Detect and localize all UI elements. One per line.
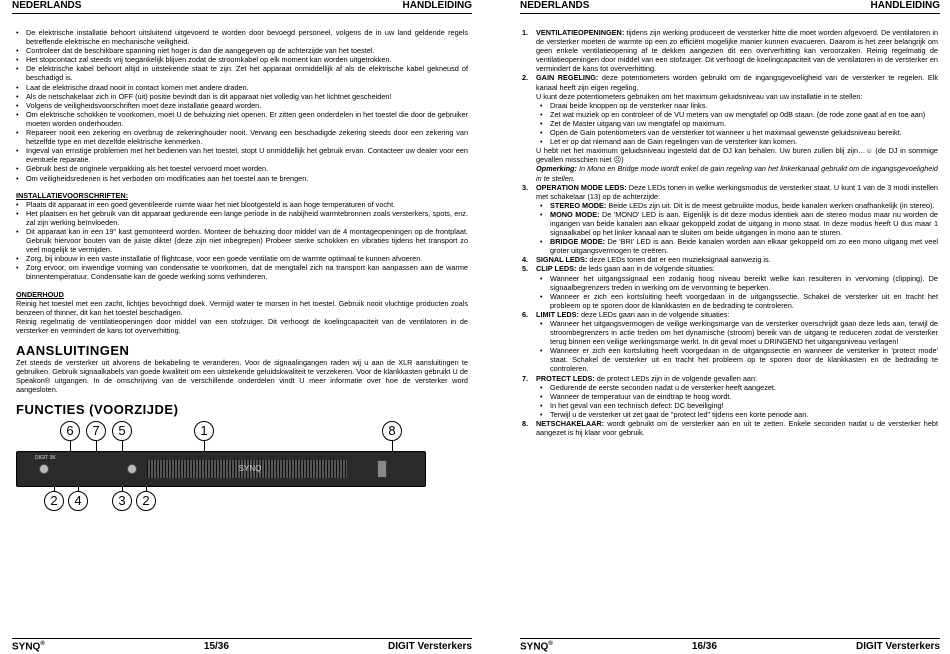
amp-model-label: DIGIT 3K [35, 455, 56, 462]
maintenance-text-1: Reinig het toestel met een zacht, lichtjes bevochtigd doek. Vermijd water te morsen in het toestel. Gebruik nooit vluchtige producten zoals benzeen of thinner, dit kan het toestel beschadigen. [16, 298, 468, 317]
list-item: • Wanneer er zich een kortsluiting heeft voorgedaan in de uitgangssectie en wanneer de versterker in 'protect mode' staat. Schakel de versterker uit en tracht het probleem op te sporen door de klankkasten en de bedrading te controleren. [540, 346, 938, 373]
amplifier-front-figure [16, 421, 468, 511]
list-item: • MONO MODE: De 'MONO' LED is aan. Eigenlijk is dit deze modus identiek aan de stereo modus maar nu worden de ingangen van beide kanalen aan elkaar gekoppeld zodat de uitgang in mono staat. In deze modus heeft U dus maar 1 signaalkabel op het linker kanaal aan te sluiten om beide uitgangen in mono aan te sturen. [540, 210, 938, 237]
maintenance-text-2: Reinig regelmatig de ventilatieopeningen door middel van een stofzuiger. Dit verhoogt de koelingcapaciteit van de ventilatoren in de versterker en vermindert de kans tot oververhitting. [16, 316, 468, 335]
left-page [12, 0, 472, 654]
gain-steps [540, 101, 938, 146]
callout-1: 1 [194, 421, 214, 441]
list-item: 7. PROTECT LEDS: de protect LEDs zijn in de volgende gevallen aan: • Gedurende de eerste seconden nadat u de versterker heeft aangezet. • Wanneer de temperatuur van de eindtrap te hoog wordt. • In het geval van een technisch defect: DC beveiliging! • Terwijl u de versterker uit zet gaat de "protect led" tijdens een korte periode aan. [522, 374, 938, 419]
footer-brand: SYNQ® [12, 641, 45, 653]
list-item: • Laat de elektrische draad nooit in contact komen met andere draden. [16, 83, 468, 92]
gain-knob-left [39, 464, 49, 474]
footer-page-number: 15/36 [203, 641, 229, 652]
gain-knob-right [127, 464, 137, 474]
connections-text: Zet steeds de versterker uit alvorens de bekabeling te veranderen. Voor de signaalingangen raden wij u aan de XLR aansluitingen te gebruiken. Gebruik signaalkabels van goede kwaliteit om een uitstekende geluidskwaliteit te verzekeren. Voor de klankkasten gebruikt U de Speakon® uitgangen. In de omschrijving van de verschillende onderdelen vindt U meer informatie over hoe de versterker word aangesloten. [16, 358, 468, 395]
list-item: • Om elektrische schokken te voorkomen, moet U de behuizing niet openen. Er zitten geen onderdelen in het toestel die door de gebruiker moeten worden onderhouden. [16, 110, 468, 128]
list-item: • Wanneer er zich een kortsluiting heeft voorgedaan in de uitgangssectie. Schakel de versterker uit en tracht het probleem op te sporen door de klankkasten en de bedrading te controleren. [540, 292, 938, 310]
list-item: • Het stopcontact zal steeds vrij toegankelijk blijven zodat de stroomkabel op elk moment kan worden uitgetrokken. [16, 55, 468, 64]
functions-list [522, 28, 938, 437]
callout-2b: 2 [136, 491, 156, 511]
gain-intro: U kunt deze potentiometers gebruiken om het maximum geluidsniveau van uw installatie in te stellen: [536, 91, 863, 101]
header-language: NEDERLANDS [12, 0, 82, 11]
list-item: • Wanneer de temperatuur van de eindtrap te hoog wordt. [540, 392, 938, 401]
list-item: • BRIDGE MODE: De 'BRI' LED is aan. Beide kanalen worden aan elkaar gekoppeld om zo een mono uitgang met veel groter uitgangsvermogen te creëren. [540, 237, 938, 255]
list-item: • Als de netschakelaar zich in OFF (uit) positie bevindt dan is dit apparaat niet volledig van het lichtnet gescheiden! [16, 92, 468, 101]
footer-title: DIGIT Versterkers [388, 641, 472, 652]
mode-list [540, 201, 938, 256]
list-item: • Let er op dat niemand aan de Gain regelingen van de versterker kan komen. [540, 137, 938, 146]
maintenance-heading: ONDERHOUD [16, 289, 64, 299]
list-item: • STEREO MODE: Beide LEDs zijn uit. Dit is de meest gebruikte modus, beide kanalen werken onafhankelijk (in stereo). [540, 201, 938, 210]
callout-6: 6 [60, 421, 80, 441]
list-item: • Open de Gain potentiometers van de versterker tot wanneer u het maximaal gewenste geluidsniveau bereikt. [540, 128, 938, 137]
page-footer [520, 638, 940, 652]
functions-heading: FUNCTIES (VOORZIJDE) [16, 402, 179, 418]
clip-list [540, 274, 938, 310]
footer-brand: SYNQ® [520, 641, 553, 653]
list-item: • In het geval van een technisch defect: DC beveiliging! [540, 401, 938, 410]
protect-list [540, 383, 938, 419]
list-item: 8. NETSCHAKELAAR: wordt gebruikt om de versterker aan en uit te zetten. Enkele seconden nadat u de versterker hebt aangezet is hij klaar voor gebruik. [522, 419, 938, 438]
left-body [16, 28, 468, 511]
list-item: • Zet wat muziek op en controleer of de VU meters van uw mengtafel op 0dB staan. (de rode zone gaat af en toe aan) [540, 110, 938, 119]
list-item: 4. SIGNAL LEDS: deze LEDs tonen dat er een muzieksignaal aanwezig is. [522, 255, 771, 265]
list-item: • Ingeval van ernstige problemen met het bedienen van het toestel, stopt U onmiddellijk het gebruik ervan. Contacteer uw dealer voor een eventuele reparatie. [16, 146, 468, 164]
page-footer [12, 638, 472, 652]
callout-5: 5 [112, 421, 132, 441]
right-page [520, 0, 940, 654]
connections-heading: AANSLUITINGEN [16, 343, 130, 358]
page-header [12, 0, 472, 14]
gain-note: Opmerking: In Mono en Bridge mode wordt enkel de gain regeling van het linkerkanaal gebruikt om de ingangsgevoeligheid in te stellen. [536, 164, 938, 183]
callout-2a: 2 [44, 491, 64, 511]
limit-list [540, 319, 938, 374]
gain-after: U hebt net het maximum geluidsniveau ingesteld dat de DJ kan behalen. Uw buren zullen blij zijn…☺ (de DJ in sommige gevallen misschien niet ☹) [536, 146, 938, 165]
list-item: • Het plaatsen en het gebruik van dit apparaat gedurende een lange periode in de nabijheid warmtebronnen zoals versterkers, spots, enz. zal zijn werking beïnvloeden. [16, 209, 468, 227]
page-header [520, 0, 940, 14]
callout-3: 3 [112, 491, 132, 511]
footer-page-number: 16/36 [691, 641, 717, 652]
list-item: • Terwijl u de versterker uit zet gaat de "protect led" tijdens een korte periode aan. [540, 410, 938, 419]
footer-title: DIGIT Versterkers [856, 641, 940, 652]
safety-list [16, 28, 468, 183]
list-item: 3. OPERATION MODE LEDS: Deze LEDs tonen in welke werkingsmodus de versterker staat. U kunt 1 van de 3 modi instellen met schakelaar (13) op de achterzijde: • STEREO MODE: Beide LEDs zijn uit. Dit is de meest gebruikte modus, beide kanalen werken onafhankelijk (in stereo). • MONO MODE: De 'MONO' LED is aan. Eigenlijk is dit deze modus identiek aan de stereo modus maar nu worden de ingangen van beide kanalen aan elkaar gekoppeld zodat de uitgang in mono staat. In deze modus heeft U dus maar 1 signaalkabel op het linker kanaal aan te sluiten om beide uitgangen in mono aan te sturen. • BRIDGE MODE: De 'BRI' LED is aan. Beide kanalen worden aan elkaar gekoppeld om zo een mono uitgang met veel groter uitgangsvermogen te creëren. [522, 183, 938, 256]
list-item: • Gebruik best de originele verpakking als het toestel vervoerd moet worden. [16, 164, 468, 173]
list-item: • De elektrische kabel behoort altijd in uitstekende staat te zijn. Zet het apparaat onmiddellijk af als de elektrische kabel gekneusd of beschadigd is. [16, 64, 468, 82]
list-item: • Zet de Master uitgang van uw mengtafel op maximum. [540, 119, 938, 128]
list-item: • Zorg, bij inbouw in een vaste installatie of flightcase, voor een goede ventilatie om de warmte optimaal te kunnen afvoeren. [16, 254, 468, 263]
list-item: 2. GAIN REGELING: deze potentiometers worden gebruikt om de ingangsgevoeligheid van de versterker te regelen. Elk kanaal heeft zijn eigen regeling. U kunt deze potentiometers gebruiken om het maximum geluidsniveau van uw installatie in te stellen: • Draai beide knoppen op de versterker naar links. • Zet wat muziek op en controleer of de VU meters van uw mengtafel op 0dB staan. (de rode zone gaat af en toe aan) • Zet de Master uitgang van uw mengtafel op maximum. • Open de Gain potentiometers van de versterker tot wanneer u het maximaal gewenste geluidsniveau bereikt. • Let er op dat niemand aan de Gain regelingen van de versterker kan komen. U hebt net het maximum geluidsniveau ingesteld dat de DJ kan behalen. Uw buren zullen blij zijn…☺ (de DJ in sommige gevallen misschien niet ☹) Opmerking: In Mono en Bridge mode wordt enkel de gain regeling van het linkerkanaal gebruikt om de ingangsgevoeligheid in te stellen. [522, 73, 938, 182]
list-item: • De elektrische installatie behoort uitsluitend uitgevoerd te worden door bevoegd personeel, volgens de in uw land geldende regels betreffende elektrische en mechanische veiligheid. [16, 28, 468, 46]
list-item: • Repareer nooit een zekering en overbrug de zekeringhouder nooit. Vervang een beschadigde zekering steeds door een zekering van hetzelfde type en met dezelfde elektrische kenmerken. [16, 128, 468, 146]
list-item: 6. LIMIT LEDS: deze LEDs gaan aan in de volgende situaties: • Wanneer het uitgangsvermogen de veilige werkingsmarge van de versterker overschrijdt gaan deze leds aan, terwijl de stroombegrenzers in actie treden om het dynamische (stroom) bereik van de uitgang te reduceren zodat de versterker terug binnen een veilige werkingsmarge werkt. In dit geval moet u DRINGEND het uitgangsniveau verlagen! • Wanneer er zich een kortsluiting heeft voorgedaan in de uitgangssectie en wanneer de versterker in 'protect mode' staat. Schakel de versterker uit en tracht het probleem op te sporen door de klankkasten en de bedrading te controleren. [522, 310, 938, 374]
callout-8: 8 [382, 421, 402, 441]
install-list [16, 200, 468, 282]
list-item: • Draai beide knoppen op de versterker naar links. [540, 101, 938, 110]
list-item: 1. VENTILATIEOPENINGEN: tijdens zijn werking produceert de versterker hitte die moet worden afgevoerd. De ventilatoren in de versterker moeten de warmte op een zo efficiënt mogelijke manier kunnen evacueren. Daarom is het zeer belangrijk om geen enkele ventilatieopening af te dekken aangezien dit een oververhitting kan veroorzaken. Reinig regelmatig de ventilatieopeningen door middel van een stofzuiger. Dit verhoogt de koelingcapaciteit van de ventilatoren in de versterker en vermindert de kans tot oververhitting. [522, 28, 938, 74]
amp-logo: SYNQ [238, 464, 262, 474]
callout-4: 4 [68, 491, 88, 511]
list-item: • Gedurende de eerste seconden nadat u de versterker heeft aangezet. [540, 383, 938, 392]
right-body [522, 28, 938, 437]
list-item: 5. CLIP LEDS: de leds gaan aan in de volgende situaties: • Wanneer het uitgangssignaal een zodanig hoog niveau bereikt welke kan resulteren in vervoming (clipping). De signaalbegrenzers treden in werking om de vervorming te beperken. • Wanneer er zich een kortsluiting heeft voorgedaan in de uitgangssectie. Schakel de versterker uit en tracht het probleem op te sporen door de klankkasten en de bedrading te controleren. [522, 264, 938, 309]
list-item: • Volgens de veiligheidsvoorschriften moet deze installatie geaard worden. [16, 101, 468, 110]
power-switch [377, 460, 387, 478]
install-heading: INSTALLATIEVOORSCHRIFTEN: [16, 190, 129, 200]
header-manual: HANDLEIDING [870, 0, 940, 11]
list-item: • Wanneer het uitgangssignaal een zodanig hoog niveau bereikt welke kan resulteren in vervoming (clipping). De signaalbegrenzers treden in werking om de vervorming te beperken. [540, 274, 938, 292]
list-item: • Zorg ervoor, om inwendige vorming van condensatie te voorkomen, dat de mengtafel zich na transport kan aanpassen aan de warme binnentemperatuur. Condensatie kan de goede werking soms verhinderen. [16, 263, 468, 281]
list-item: • Om veiligheidsredenen is het verboden om modificaties aan het toestel aan te brengen. [16, 174, 468, 183]
list-item: • Wanneer het uitgangsvermogen de veilige werkingsmarge van de versterker overschrijdt gaan deze leds aan, terwijl de stroombegrenzers in actie treden om het dynamische (stroom) bereik van de uitgang te reduceren zodat de versterker terug binnen een veilige werkingsmarge werkt. In dit geval moet u DRINGEND het uitgangsniveau verlagen! [540, 319, 938, 346]
callout-7: 7 [86, 421, 106, 441]
list-item: • Plaats dit apparaat in een goed geventileerde ruimte waar het niet blootgesteld is aan hoge temperaturen of vocht. [16, 200, 468, 209]
amplifier-front-panel [16, 451, 426, 487]
header-manual: HANDLEIDING [402, 0, 472, 11]
header-language: NEDERLANDS [520, 0, 590, 11]
list-item: • Dit apparaat kan in een 19" kast gemonteerd worden. Monteer de behuizing door middel van de 4 montageopeningen op de frontplaat. Gebruik hiervoor bouten van de juiste dikte! (deze zijn niet inbegrepen) Probeer sterke schokken en vibraties tijdens het transport zo veel mogelijk te vermijden. [16, 227, 468, 254]
list-item: • Controleer dat de beschikbare spanning niet hoger is dan die aangegeven op de achterzijde van het toestel. [16, 46, 468, 55]
